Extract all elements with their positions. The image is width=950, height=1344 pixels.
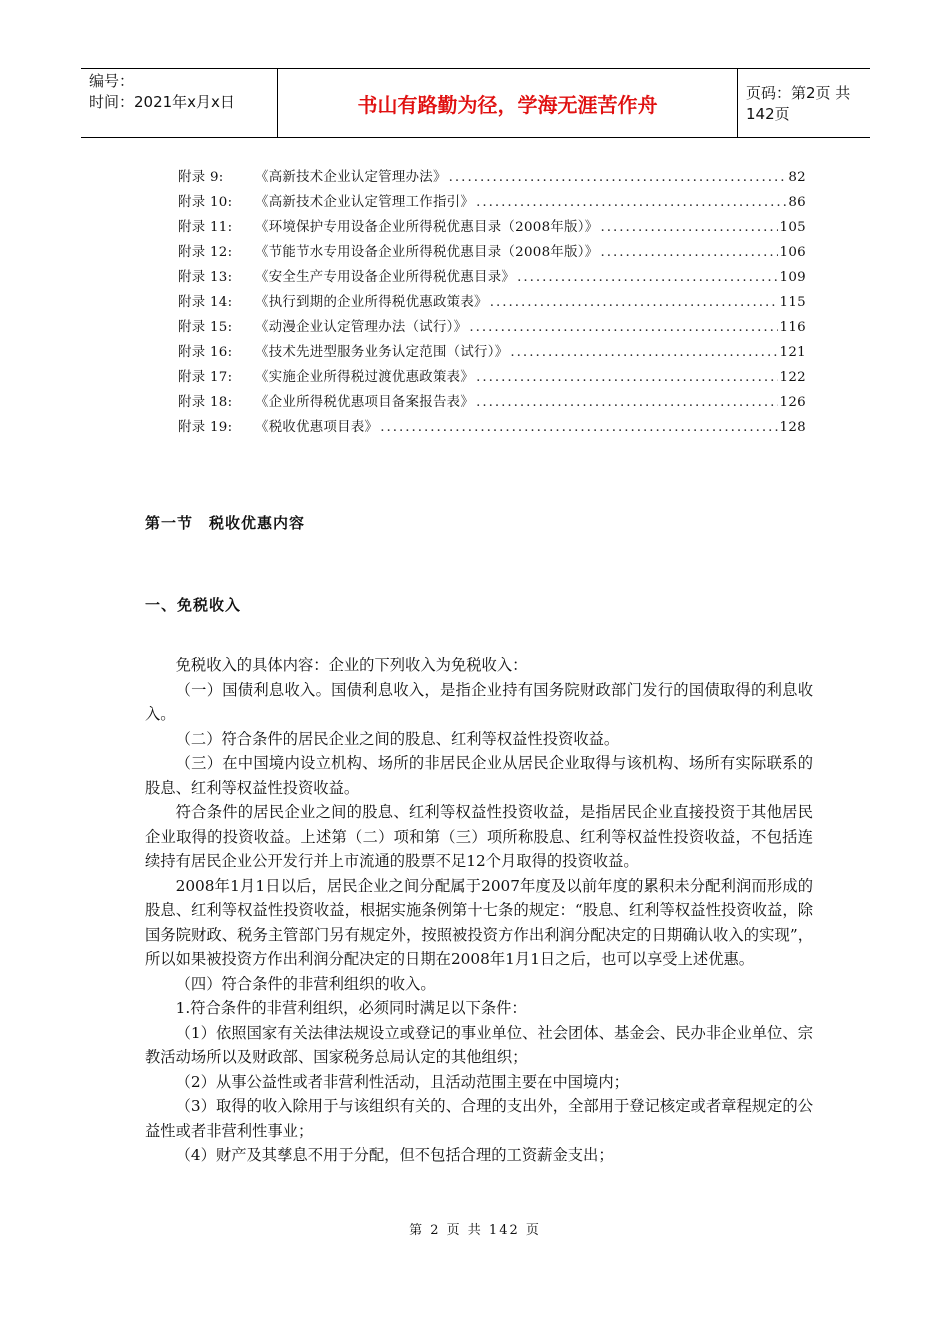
toc-entry[interactable]: [178, 160, 806, 185]
toc-entry[interactable]: [178, 360, 806, 385]
toc-entry-label: 附录 10:: [178, 195, 233, 210]
toc-leader-dots: [476, 195, 786, 210]
body-paragraph: 1.符合条件的非营利组织，必须同时满足以下条件：: [175, 999, 527, 1017]
header-page: 页码：第2页 共142页: [746, 84, 851, 123]
page-footer: 第 2 页 共 142 页: [409, 1223, 541, 1238]
toc-leader-dots: [600, 245, 777, 260]
header-meta: [81, 69, 278, 137]
subsection-title: 一、免税收入: [145, 596, 242, 614]
toc-leader-dots: [380, 420, 777, 435]
body-paragraph: 免税收入的具体内容：企业的下列收入为免税收入：: [175, 656, 528, 674]
body-paragraph: （一）国债利息收入。国债利息收入，是指企业持有国务院财政部门发行的国债取得的利息收入。: [145, 680, 813, 723]
toc-entry-page: 128: [779, 420, 806, 435]
toc-entry-label: 附录 17:: [178, 370, 233, 385]
toc-entry-label: 附录 16:: [178, 345, 233, 360]
toc-entry-label: 附录 18:: [178, 395, 233, 410]
toc-entry-title: 《安全生产专用设备企业所得税优惠目录》: [255, 270, 516, 285]
body-paragraph: （1）依照国家有关法律法规设立或登记的事业单位、社会团体、基金会、民办非企业单位、宗教活动场所以及财政部、国家税务总局认定的其他组织；: [145, 1023, 813, 1066]
toc-leader-dots: [476, 370, 777, 385]
toc-entry-label: 附录 19:: [178, 420, 233, 435]
toc-entry[interactable]: [178, 310, 806, 335]
toc-entry-title: 《高新技术企业认定管理办法》: [255, 170, 447, 185]
toc-entry[interactable]: [178, 210, 806, 235]
toc-entry-label: 附录 15:: [178, 320, 233, 335]
toc-entry-page: 122: [779, 370, 806, 385]
toc-entry[interactable]: [178, 385, 806, 410]
toc-entry-title: 《企业所得税优惠项目备案报告表》: [255, 395, 475, 410]
toc-entry[interactable]: [178, 335, 806, 360]
body-paragraph: （2）从事公益性或者非营利性活动，且活动范围主要在中国境内；: [175, 1072, 629, 1091]
toc-entry[interactable]: [178, 260, 806, 285]
toc-entry-title: 《环境保护专用设备企业所得税优惠目录（2008年版）》: [255, 220, 599, 235]
table-of-contents: [178, 160, 806, 435]
page-header: [81, 68, 870, 138]
toc-entry[interactable]: [178, 185, 806, 210]
body-paragraph: （二）符合条件的居民企业之间的股息、红利等权益性投资收益。: [175, 729, 620, 748]
toc-entry-title: 《高新技术企业认定管理工作指引》: [255, 195, 475, 210]
body-paragraph: （三）在中国境内设立机构、场所的非居民企业从居民企业取得与该机构、场所有实际联系的股息、红利等权益性投资收益。: [145, 754, 813, 797]
toc-entry-page: 121: [779, 345, 806, 360]
toc-entry-page: 106: [779, 245, 806, 260]
body-paragraph: （3）取得的收入除用于与该组织有关的、合理的支出外，全部用于登记核定或者章程规定的公益性或者非营利性事业；: [145, 1097, 813, 1140]
toc-leader-dots: [476, 395, 777, 410]
body-paragraph: 2008年1月1日以后，居民企业之间分配属于2007年度及以前年度的累积未分配利润而形成的股息、红利等权益性投资收益，根据实施条例第十七条的规定：“股息、红利等权益性投资收益，除国务院财政、税务主管部门另有规定外，按照被投资方作出利润分配决定的日期确认收入的实现”，所以如果被投资方作出利润分配决定的日期在2008年1月1日之后，也可以享受上述优惠。: [145, 876, 813, 968]
body-paragraph: （四）符合条件的非营利组织的收入。: [175, 974, 436, 993]
body-paragraph: （4）财产及其孳息不用于分配，但不包括合理的工资薪金支出；: [175, 1146, 614, 1164]
header-number: 编号：: [89, 72, 135, 90]
toc-entry-label: 附录 9:: [178, 170, 224, 185]
toc-entry[interactable]: [178, 410, 806, 435]
toc-entry-page: 115: [779, 295, 806, 310]
toc-entry-title: 《动漫企业认定管理办法（试行）》: [255, 320, 468, 335]
toc-entry-label: 附录 11:: [178, 220, 233, 235]
header-time: 时间：2021年x月x日: [89, 93, 235, 111]
toc-entry-title: 《执行到期的企业所得税优惠政策表》: [255, 295, 488, 310]
toc-entry-title: 《实施企业所得税过渡优惠政策表》: [255, 370, 475, 385]
toc-entry[interactable]: [178, 235, 806, 260]
body-paragraph: 符合条件的居民企业之间的股息、红利等权益性投资收益，是指居民企业直接投资于其他居民企业取得的投资收益。上述第（二）项和第（三）项所称股息、红利等权益性投资收益，不包括连续持有居民企业公开发行并上市流通的股票不足12个月取得的投资收益。: [145, 803, 813, 870]
toc-leader-dots: [490, 295, 778, 310]
toc-entry-title: 《节能节水专用设备企业所得税优惠目录（2008年版）》: [255, 245, 599, 260]
toc-entry-title: 《技术先进型服务业务认定范围（试行）》: [255, 345, 509, 360]
toc-leader-dots: [469, 320, 777, 335]
toc-entry-title: 《税收优惠项目表》: [255, 420, 379, 435]
toc-entry-page: 109: [779, 270, 806, 285]
toc-entry-label: 附录 13:: [178, 270, 233, 285]
header-motto: 书山有路勤为径，学海无涯苦作舟: [278, 69, 738, 137]
toc-entry-label: 附录 12:: [178, 245, 233, 260]
toc-leader-dots: [600, 220, 777, 235]
toc-entry-label: 附录 14:: [178, 295, 233, 310]
toc-entry-page: 116: [779, 320, 806, 335]
toc-entry-page: 105: [779, 220, 806, 235]
toc-leader-dots: [517, 270, 777, 285]
toc-entry-page: 126: [779, 395, 806, 410]
toc-leader-dots: [449, 170, 787, 185]
body-text: [145, 653, 813, 1168]
section-title: 第一节 税收优惠内容: [145, 514, 306, 532]
toc-entry[interactable]: [178, 285, 806, 310]
toc-leader-dots: [510, 345, 777, 360]
toc-entry-page: 86: [788, 195, 806, 210]
toc-entry-page: 82: [788, 170, 806, 185]
